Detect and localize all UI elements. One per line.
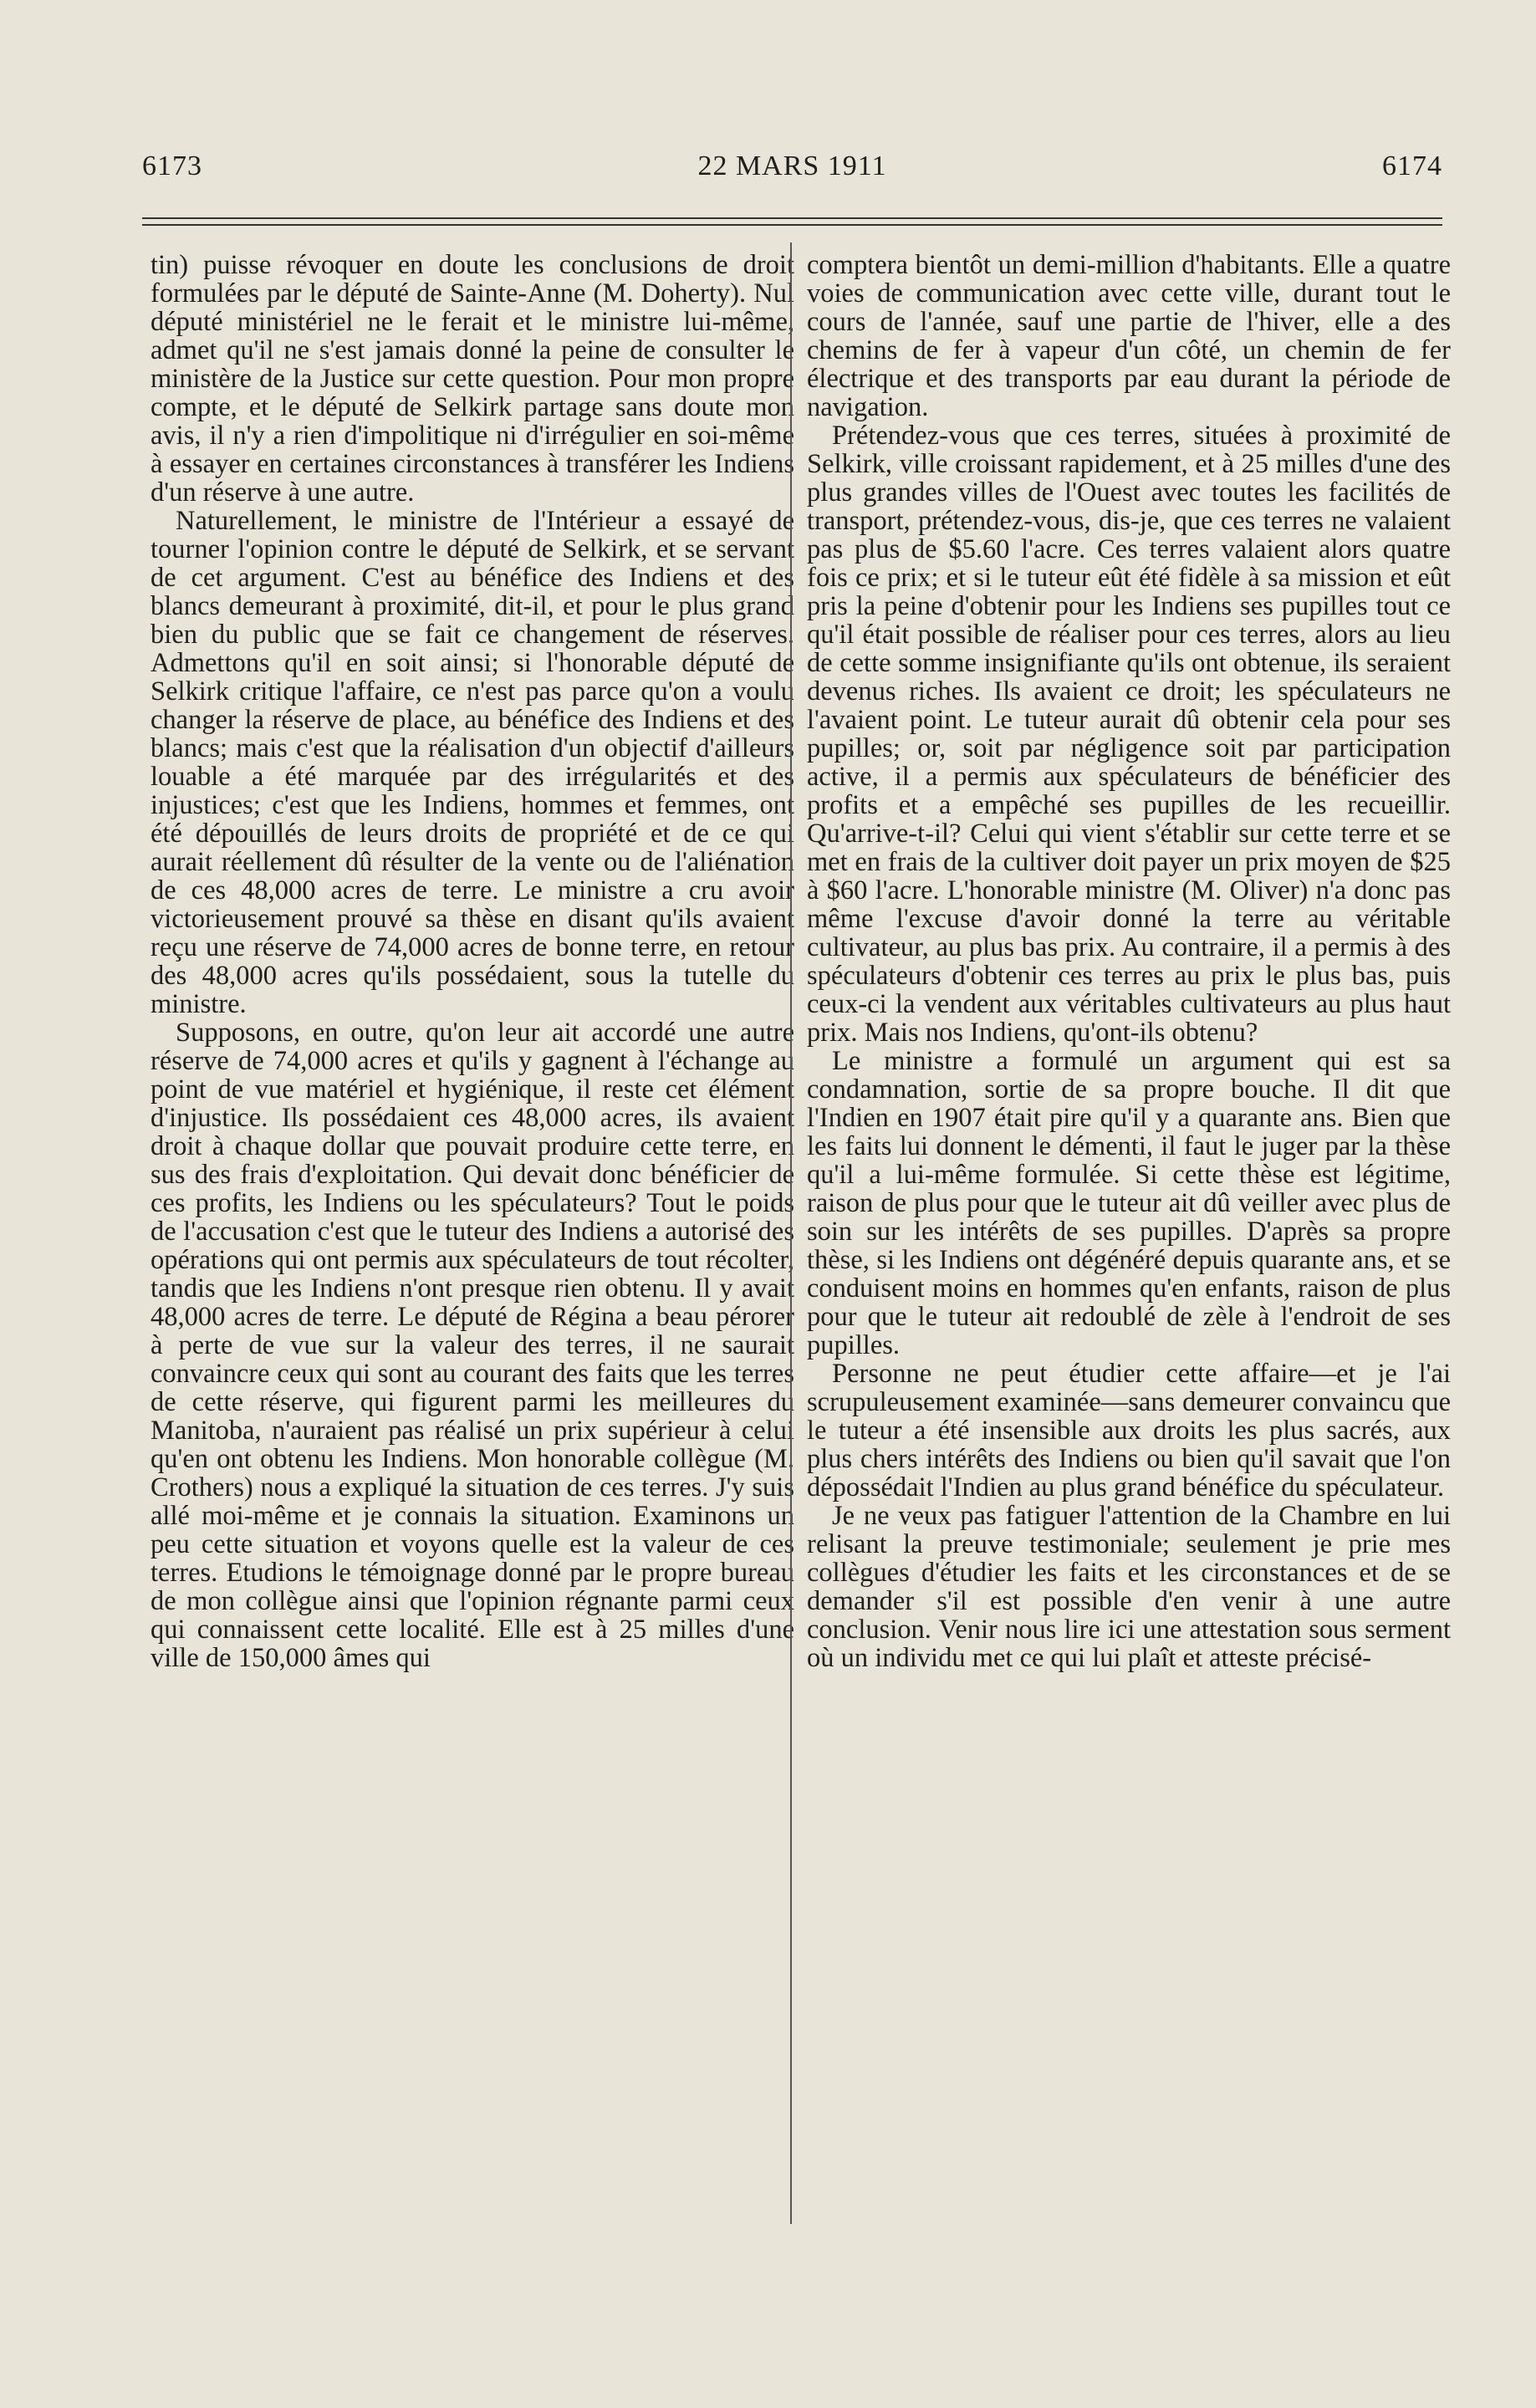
page-number-left: 6173 (142, 150, 202, 181)
paragraph: Supposons, en outre, qu'on leur ait accordé une autre réserve de 74,000 acres et qu'ils y gagnent à l'échange au point de vue matériel et hygiénique, il reste cet élément d'injustice. Ils possédaient ces 48,000 acres, ils avaient droit à chaque dollar que pouvait produire cette terre, en sus des frais d'exploitation. Qui devait donc bénéficier de ces profits, les Indiens ou les spéculateurs? Tout le poids de l'accusation c'est que le tuteur des Indiens a autorisé des opérations qui ont permis aux spéculateurs de tout récolter, tandis que les Indiens n'ont presque rien obtenu. Il y avait 48,000 acres de terre. Le député de Régina a beau pérorer à perte de vue sur la valeur des terres, il ne saurait convaincre ceux qui sont au courant des faits que les terres de cette réserve, qui figurent parmi les meilleures du Manitoba, n'auraient pas réalisé un prix supérieur à celui qu'en ont obtenu les Indiens. Mon honorable collègue (M. Crothers) nous a expliqué la situation de ces terres. J'y suis allé moi-même et je connais la situation. Examinons un peu cette situation et voyons quelle est la valeur de ces terres. Etudions le témoignage donné par le propre bureau de mon collègue ainsi que l'opinion régnante parmi ceux qui connaissent cette localité. Elle est à 25 milles d'une ville de 150,000 âmes qui (151, 1018, 794, 1673)
paragraph: Je ne veux pas fatiguer l'attention de la Chambre en lui relisant la preuve testimoniale; seulement je prie mes collègues d'étudier les faits et les circonstances et de se demander s'il est possible d'en venir à une autre conclusion. Venir nous lire ici une attestation sous serment où un individu met ce qui lui plaît et atteste précisé- (807, 1501, 1451, 1673)
paragraph: Le ministre a formulé un argument qui est sa condamnation, sortie de sa propre bouche. Il dit que l'Indien en 1907 était pire qu'il y a quarante ans. Bien que les faits lui donnent le démenti, il faut le juger par la thèse qu'il a lui-même formulée. Si cette thèse est légitime, raison de plus pour que le tuteur ait dû veiller avec plus de soin sur les intérêts de ses pupilles. D'après sa propre thèse, si les Indiens ont dégénéré depuis quarante ans, et se conduisent moins en hommes qu'en enfants, raison de plus pour que le tuteur ait redoublé de zèle à l'endroit de ses pupilles. (807, 1046, 1451, 1360)
page-date: 22 MARS 1911 (697, 150, 887, 181)
header-rule-top (142, 217, 1442, 219)
right-column (807, 251, 1451, 1672)
header-rule-bottom (142, 224, 1442, 226)
paragraph: Prétendez-vous que ces terres, situées à proximité de Selkirk, ville croissant rapidement, et à 25 milles d'une des plus grandes villes de l'Ouest avec toutes les facilités de transport, prétendez-vous, dis-je, que ces terres ne valaient pas plus de $5.60 l'acre. Ces terres valaient alors quatre fois ce prix; et si le tuteur eût été fidèle à sa mission et eût pris la peine d'obtenir pour les Indiens ses pupilles tout ce qu'il était possible de réaliser pour ces terres, alors au lieu de cette somme insignifiante qu'ils ont obtenue, ils seraient devenus riches. Ils avaient ce droit; les spéculateurs ne l'avaient point. Le tuteur aurait dû obtenir cela pour ses pupilles; or, soit par négligence soit par participation active, il a permis aux spéculateurs de bénéficier des profits et a empêché ses pupilles de les recueillir. Qu'arrive-t-il? Celui qui vient s'établir sur cette terre et se met en frais de la cultiver doit payer un prix moyen de $25 à $60 l'acre. L'honorable ministre (M. Oliver) n'a donc pas même l'excuse d'avoir donné la terre au véritable cultivateur, au plus bas prix. Au contraire, il a permis à des spéculateurs d'obtenir ces terres au prix le plus bas, puis ceux-ci la vendent aux véritables cultivateurs au plus haut prix. Mais nos Indiens, qu'ont-ils obtenu? (807, 421, 1451, 1048)
page-number-right: 6174 (1382, 150, 1442, 181)
left-column (151, 251, 794, 1672)
paragraph: tin) puisse révoquer en doute les conclusions de droit formulées par le député de Sainte-Anne (M. Doherty). Nul député ministériel ne le ferait et le ministre lui-même, admet qu'il ne s'est jamais donné la peine de consulter le ministère de la Justice sur cette question. Pour mon propre compte, et le député de Selkirk partage sans doute mon avis, il n'y a rien d'impolitique ni d'irrégulier en soi-même à essayer en certaines circonstances à transférer les Indiens d'un réserve à une autre. (151, 250, 794, 508)
column-divider (790, 242, 792, 2224)
paragraph: comptera bientôt un demi-million d'habitants. Elle a quatre voies de communication avec cette ville, durant tout le cours de l'année, sauf une partie de l'hiver, elle a des chemins de fer à vapeur d'un côté, un chemin de fer électrique et des transports par eau durant la période de navigation. (807, 250, 1451, 422)
paragraph: Personne ne peut étudier cette affaire—et je l'ai scrupuleusement examinée—sans demeurer convaincu que le tuteur a été insensible aux droits les plus sacrés, aux plus chers intérêts des Indiens ou bien qu'il savait que l'on dépossédait l'Indien au plus grand bénéfice du spéculateur. (807, 1359, 1451, 1502)
paragraph: Naturellement, le ministre de l'Intérieur a essayé de tourner l'opinion contre le député de Selkirk, et se servant de cet argument. C'est au bénéfice des Indiens et des blancs demeurant à proximité, dit-il, et pour le plus grand bien du public que se fait ce changement de réserves. Admettons qu'il en soit ainsi; si l'honorable député de Selkirk critique l'affaire, ce n'est pas parce qu'on a voulu changer la réserve de place, au bénéfice des Indiens et des blancs; mais c'est que la réalisation d'un objectif d'ailleurs louable a été marquée par des irrégularités et des injustices; c'est que les Indiens, hommes et femmes, ont été dépouillés de leurs droits de propriété et de ce qui aurait réellement dû résulter de la vente ou de l'aliénation de ces 48,000 acres de terre. Le ministre a cru avoir victorieusement prouvé sa thèse en disant qu'ils avaient reçu une réserve de 74,000 acres de bonne terre, en retour des 48,000 acres qu'ils possédaient, sous la tutelle du ministre. (151, 506, 794, 1019)
page-header (142, 150, 1442, 192)
